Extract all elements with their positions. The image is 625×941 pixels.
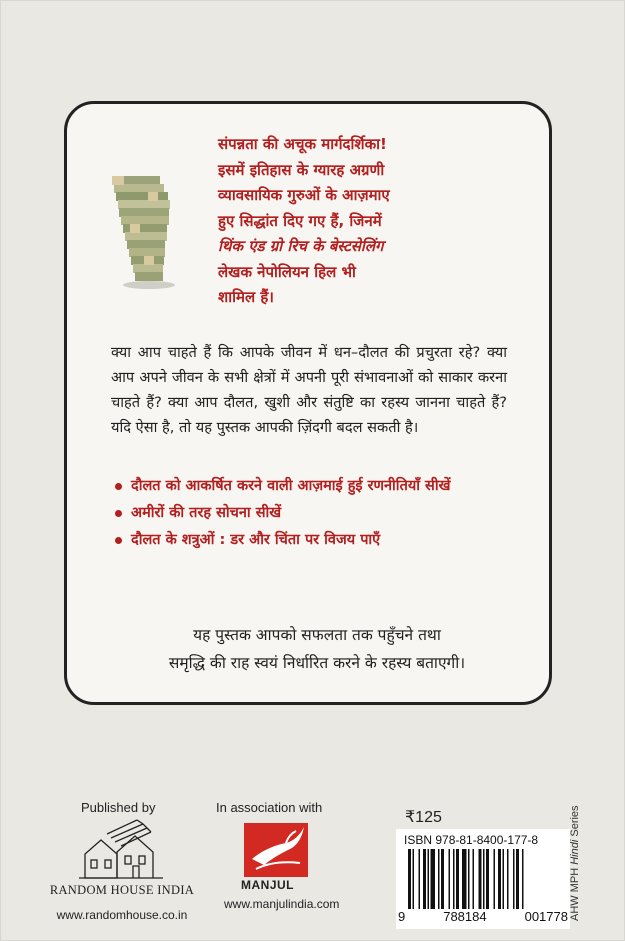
closing-line: समृद्धि की राह स्वयं निर्धारित करने के रहस्य बताएगी। xyxy=(168,654,466,672)
random-house-logo-icon xyxy=(77,816,165,886)
price-label: ₹125 xyxy=(405,809,442,826)
bullet-dot-icon xyxy=(115,537,122,544)
list-item-text: दौलत के शत्रुओं : डर और चिंता पर विजय पाएँ xyxy=(131,532,381,548)
association-label: In association with xyxy=(216,800,323,815)
headline-line: शामिल हैं। xyxy=(218,288,274,306)
closing-statement xyxy=(97,621,537,677)
series-label xyxy=(569,805,581,921)
list-item-text: अमीरों की तरह सोचना सीखें xyxy=(131,505,282,521)
barcode-digit-group: 9 xyxy=(398,909,406,924)
headline-line: व्यावसायिक गुरुओं के आज़माए xyxy=(218,186,390,204)
barcode-digit-group: 788184 xyxy=(443,909,487,924)
headline-line: लेखक नेपोलियन हिल भी xyxy=(218,262,356,281)
association-url: www.manjulindia.com xyxy=(224,897,340,911)
publisher-name: RANDOM HOUSE INDIA xyxy=(49,883,195,897)
list-item xyxy=(111,529,511,551)
isbn-number: ISBN 978-81-8400-177-8 xyxy=(404,833,539,847)
barcode-digits xyxy=(398,909,568,924)
list-item xyxy=(111,475,511,497)
series-prefix: AHW MPH xyxy=(569,864,581,921)
bullet-dot-icon xyxy=(115,510,122,517)
headline-line: हुए सिद्धांत दिए गए हैं, जिनमें xyxy=(218,211,382,230)
headline-line: इसमें इतिहास के ग्यारह अग्रणी xyxy=(218,160,385,179)
manjul-logo-icon xyxy=(242,819,312,879)
bullet-dot-icon xyxy=(115,483,122,490)
money-stack-image xyxy=(104,166,194,291)
headline xyxy=(218,132,518,311)
association-name: MANJUL xyxy=(241,878,294,892)
barcode-bars xyxy=(406,849,564,909)
publisher-url: www.randomhouse.co.in xyxy=(56,908,188,922)
headline-line: संपन्नता की अचूक मार्गदर्शिका! xyxy=(218,135,387,153)
published-by-label: Published by xyxy=(81,800,156,815)
benefit-list xyxy=(111,475,511,556)
series-suffix: Series xyxy=(569,805,581,840)
series-italic: Hindi xyxy=(569,839,581,865)
description-paragraph: क्या आप चाहते हैं कि आपके जीवन में धन–दौलत की प्रचुरता रहे? क्या आप अपने जीवन के सभी क्षेत्रों में अपनी पूरी संभावनाओं को साकार करना चाहते हैं? क्या आप दौलत, खुशी और संतुष्टि का रहस्य जानना चाहते हैं? यदि ऐसा है, तो यह पुस्तक आपकी ज़िंदगी बदल सकती है। xyxy=(111,344,507,436)
barcode-digit-group: 001778 xyxy=(524,909,568,924)
headline-line: थिंक एंड ग्रो रिच के बेस्टसेलिंग xyxy=(218,237,384,255)
list-item xyxy=(111,502,511,524)
closing-line: यह पुस्तक आपको सफलता तक पहुँचने तथा xyxy=(193,626,441,644)
barcode xyxy=(396,829,570,929)
list-item-text: दौलत को आकर्षित करने वाली आज़माई हुई रणनीतियाँ सीखें xyxy=(131,478,451,494)
